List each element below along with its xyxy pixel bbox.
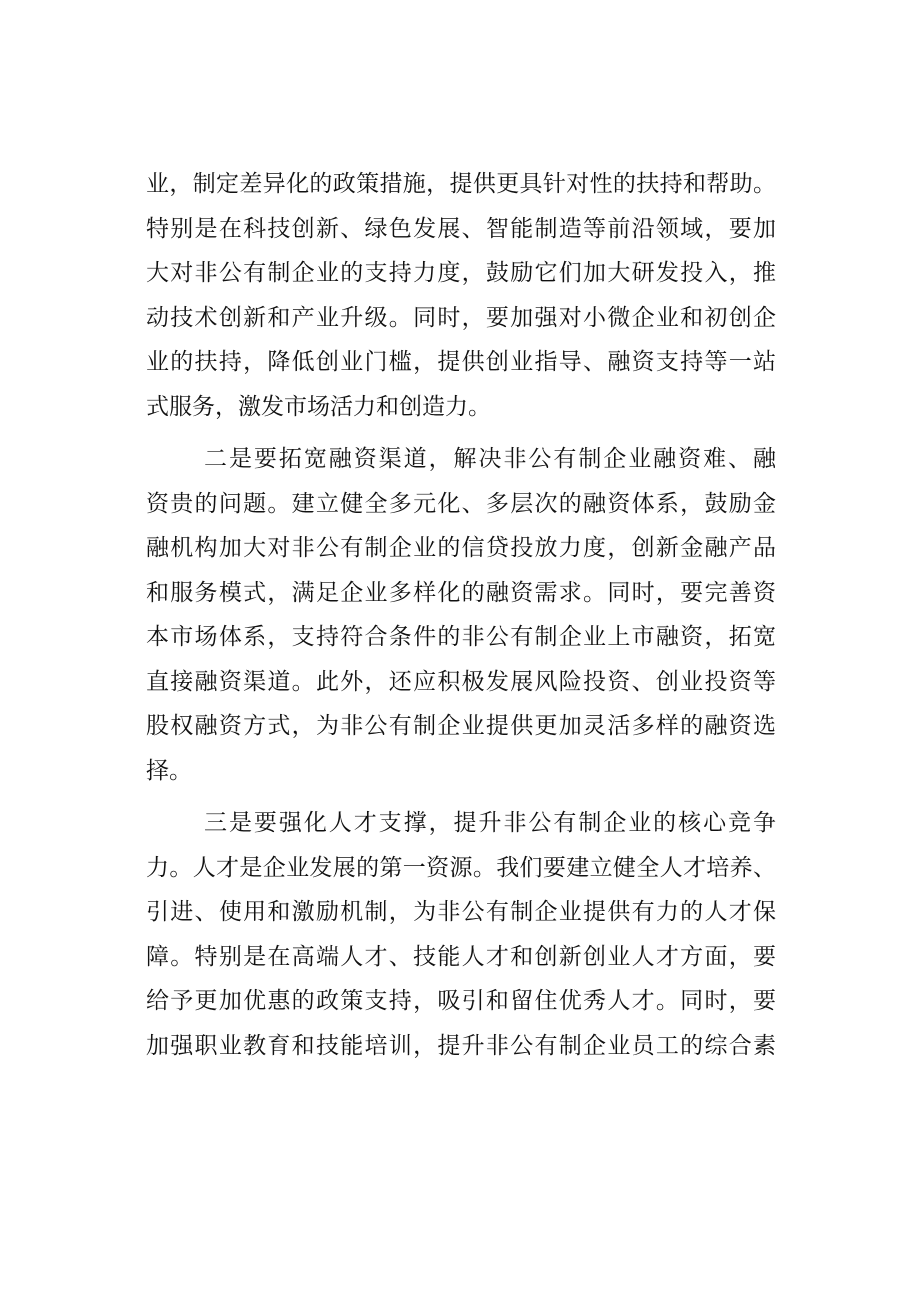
paragraph-spacer xyxy=(146,793,776,801)
paragraph-line: 障。特别是在高端人才、技能人才和创新创业人才方面，要 xyxy=(146,943,776,970)
paragraph-2 xyxy=(146,437,776,793)
paragraph-line: 择。 xyxy=(146,757,192,784)
paragraph-3 xyxy=(146,801,776,1068)
paragraph-line: 加强职业教育和技能培训，提升非公有制企业员工的综合素 xyxy=(146,1032,776,1059)
paragraph-line: 动技术创新和产业升级。同时，要加强对小微企业和初创企 xyxy=(146,304,776,331)
paragraph-line: 特别是在科技创新、绿色发展、智能制造等前沿领域，要加 xyxy=(146,215,776,242)
paragraph-line: 融机构加大对非公有制企业的信贷投放力度，创新金融产品 xyxy=(146,535,776,561)
paragraph-line: 大对非公有制企业的支持力度，鼓励它们加大研发投入，推 xyxy=(146,260,776,286)
paragraph-1 xyxy=(146,162,776,429)
body-text xyxy=(146,162,776,1068)
paragraph-line: 给予更加优惠的政策支持，吸引和留住优秀人才。同时，要 xyxy=(146,988,776,1014)
paragraph-line: 力。人才是企业发展的第一资源。我们要建立健全人才培养、 xyxy=(146,854,776,881)
paragraph-line: 直接融资渠道。此外，还应积极发展风险投资、创业投资等 xyxy=(146,668,776,695)
paragraph-line: 业的扶持，降低创业门槛，提供创业指导、融资支持等一站 xyxy=(146,349,776,375)
paragraph-line: 本市场体系，支持符合条件的非公有制企业上市融资，拓宽 xyxy=(146,624,776,650)
paragraph-line: 业，制定差异化的政策措施，提供更具针对性的扶持和帮助。 xyxy=(146,171,776,197)
paragraph-line: 三是要强化人才支撑，提升非公有制企业的核心竞争 xyxy=(204,810,776,836)
paragraph-line: 引进、使用和激励机制，为非公有制企业提供有力的人才保 xyxy=(146,899,776,925)
paragraph-line: 股权融资方式，为非公有制企业提供更加灵活多样的融资选 xyxy=(146,713,776,739)
paragraph-line: 和服务模式，满足企业多样化的融资需求。同时，要完善资 xyxy=(146,579,776,606)
paragraph-spacer xyxy=(146,429,776,437)
paragraph-line: 二是要拓宽融资渠道，解决非公有制企业融资难、融 xyxy=(204,446,776,472)
paragraph-line: 资贵的问题。建立健全多元化、多层次的融资体系，鼓励金 xyxy=(146,490,776,517)
paragraph-line: 式服务，激发市场活力和创造力。 xyxy=(146,393,491,420)
